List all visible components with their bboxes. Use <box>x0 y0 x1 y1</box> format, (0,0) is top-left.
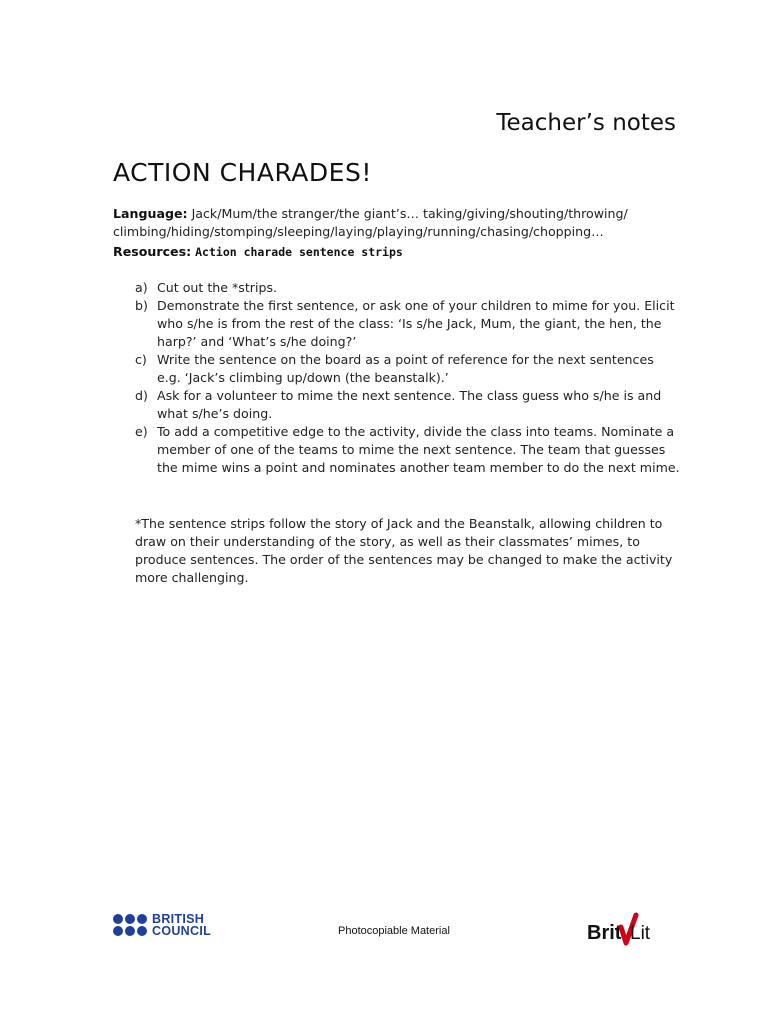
step-marker: b) <box>135 298 148 313</box>
resources-text: Action charade sentence strips <box>195 245 403 259</box>
british-council-logo <box>113 913 211 937</box>
step-marker: a) <box>135 280 148 295</box>
resources-section <box>113 243 403 261</box>
britlit-brit-text: Brit <box>587 922 622 944</box>
step-text: Write the sentence on the board as a point of reference for the next sentences e.g. ‘Jack’s climbing up/down (the beanstalk).’ <box>157 352 654 385</box>
bc-line2: COUNCIL <box>152 924 212 938</box>
list-item <box>135 423 680 477</box>
britlit-lit-text: Lit <box>630 923 650 944</box>
step-text: Ask for a volunteer to mime the next sentence. The class guess who s/he is and what s/he’s doing. <box>157 388 662 421</box>
list-item <box>135 279 680 297</box>
page-title: ACTION CHARADES! <box>113 158 372 187</box>
resources-label: Resources: <box>113 244 192 259</box>
dots-icon <box>113 914 147 936</box>
list-item <box>135 387 680 423</box>
list-item <box>135 351 680 387</box>
step-text: Cut out the *strips. <box>157 280 278 295</box>
steps-list <box>135 279 680 477</box>
photocopiable-label: Photocopiable Material <box>338 925 450 937</box>
step-marker: c) <box>135 352 147 367</box>
step-text: To add a competitive edge to the activity, divide the class into teams. Nominate a member of one of the teams to mime the next sentence. The team that guesses the mime wins a point and nominates another team member to do the next mime. <box>157 424 680 475</box>
step-marker: e) <box>135 424 148 439</box>
list-item <box>135 297 680 351</box>
language-text: Jack/Mum/the stranger/the giant’s… taking/giving/shouting/throwing/ climbing/hiding/stomping/sleeping/laying/playing/running/chasing/chopping… <box>113 206 628 239</box>
language-label: Language: <box>113 206 188 221</box>
page-footer <box>0 905 768 955</box>
britlit-logo <box>586 911 650 947</box>
step-text: Demonstrate the first sentence, or ask one of your children to mime for you. Elicit who s/he is from the rest of the class: ‘Is s/he Jack, Mum, the giant, the hen, the harp?’ and ‘What’s s/he doing?’ <box>157 298 675 349</box>
language-section <box>113 205 673 241</box>
footnote: *The sentence strips follow the story of Jack and the Beanstalk, allowing children to draw on their understanding of the story, as well as their classmates’ mimes, to produce sentences. The order of the sentences may be changed to make the activity more challenging. <box>135 516 673 585</box>
teachers-notes-heading: Teacher’s notes <box>496 110 676 136</box>
bc-line1: BRITISH <box>152 912 205 926</box>
british-council-wordmark <box>152 913 211 937</box>
step-marker: d) <box>135 388 148 403</box>
